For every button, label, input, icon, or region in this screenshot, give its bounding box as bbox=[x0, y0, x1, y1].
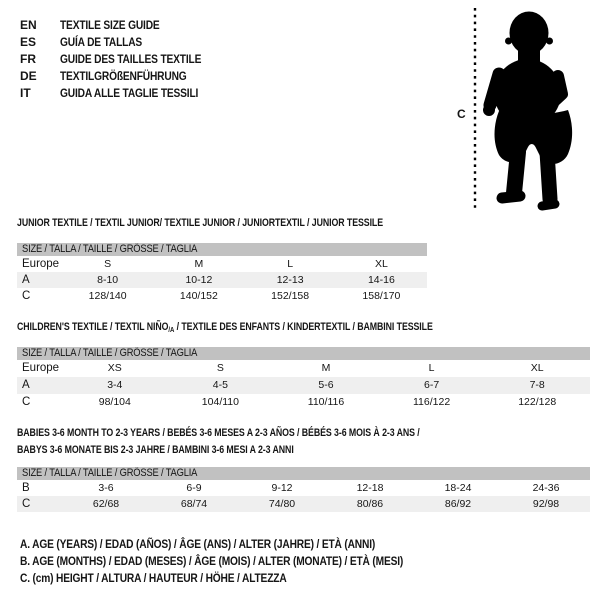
size-cell: 6-7 bbox=[424, 379, 440, 391]
junior-textile-table bbox=[17, 217, 427, 304]
language-label: GUIDE DES TAILLES TEXTILE bbox=[60, 51, 202, 66]
row-label: A bbox=[22, 274, 30, 286]
table-row-europe bbox=[17, 256, 427, 272]
row-label: C bbox=[22, 498, 31, 510]
row-label: C bbox=[22, 290, 31, 302]
babies-textile-table bbox=[17, 425, 590, 512]
table-row-height bbox=[17, 496, 590, 512]
children-textile-table bbox=[17, 321, 590, 411]
language-code: IT bbox=[20, 85, 31, 100]
footnote-c: C. (cm) HEIGHT / ALTURA / HAUTEUR / HÖHE / ALTEZZA bbox=[20, 571, 287, 585]
size-cell: 10-12 bbox=[185, 274, 213, 286]
row-label: Europe bbox=[22, 258, 60, 270]
table-row-age bbox=[17, 272, 427, 288]
language-code: DE bbox=[20, 68, 37, 83]
baby-silhouette bbox=[483, 12, 572, 207]
size-cell: 110/116 bbox=[307, 396, 345, 408]
size-cell: 62/68 bbox=[92, 498, 120, 510]
size-cell: 4-5 bbox=[212, 379, 228, 391]
size-cell: M bbox=[194, 258, 204, 270]
language-code: ES bbox=[20, 34, 37, 49]
size-cell: 116/122 bbox=[413, 396, 451, 408]
junior-table-title: JUNIOR TEXTILE / TEXTIL JUNIOR/ TEXTILE JUNIOR / JUNIORTEXTIL / JUNIOR TESSILE bbox=[17, 217, 384, 229]
language-list bbox=[20, 16, 226, 101]
footnote-b: B. AGE (MONTHS) / EDAD (MESES) / ÂGE (MOIS) / ALTER (MONATE) / ETÀ (MESI) bbox=[20, 554, 404, 568]
size-cell: 80/86 bbox=[356, 498, 384, 510]
footnotes bbox=[20, 536, 471, 587]
height-measure-label: C bbox=[457, 107, 466, 121]
babies-table-title: BABIES 3-6 MONTH TO 2-3 YEARS / BEBÉS 3-6 MESES A 2-3 AÑOS / BÉBÉS 3-6 MOIS À 2-3 ANS / BABYS 3-6 MONATE BIS 2-3 JAHRE / BAMBINI 3-6 MESI A 2-3 ANNI bbox=[17, 427, 420, 456]
language-label: GUÍA DE TALLAS bbox=[60, 34, 143, 49]
size-cell: 3-4 bbox=[107, 379, 123, 391]
size-cell: S bbox=[216, 362, 224, 374]
language-row bbox=[20, 33, 226, 50]
size-cell: 152/158 bbox=[271, 290, 310, 302]
size-header-bar: SIZE / TALLA / TAILLE / GRÖSSE / TAGLIA bbox=[17, 467, 590, 480]
size-cell: 68/74 bbox=[180, 498, 208, 510]
table-row-height bbox=[17, 288, 427, 304]
language-label: GUIDA ALLE TAGLIE TESSILI bbox=[60, 85, 199, 100]
size-cell: 98/104 bbox=[98, 396, 131, 408]
language-code: EN bbox=[20, 17, 37, 32]
size-cell: 18-24 bbox=[444, 482, 472, 494]
size-cell: 24-36 bbox=[532, 482, 560, 494]
row-label: Europe bbox=[22, 362, 60, 374]
language-row bbox=[20, 84, 226, 101]
size-header-bar: SIZE / TALLA / TAILLE / GRÖSSE / TAGLIA bbox=[17, 347, 590, 360]
size-cell: 158/170 bbox=[362, 290, 401, 302]
language-row bbox=[20, 67, 226, 84]
size-cell: S bbox=[104, 258, 112, 270]
size-cell: 6-9 bbox=[186, 482, 202, 494]
size-cell: 74/80 bbox=[268, 498, 296, 510]
table-row-age bbox=[17, 377, 590, 394]
size-cell: XL bbox=[530, 362, 544, 374]
size-header-bar: SIZE / TALLA / TAILLE / GRÖSSE / TAGLIA bbox=[17, 243, 427, 256]
size-cell: 5-6 bbox=[318, 379, 334, 391]
size-cell: 8-10 bbox=[97, 274, 119, 286]
size-cell: M bbox=[321, 362, 331, 374]
size-cell: 92/98 bbox=[532, 498, 560, 510]
table-row-months bbox=[17, 480, 590, 496]
children-table-title: CHILDREN'S TEXTILE / TEXTIL $NIÑO_{/A}$ / TEXTILE DES ENFANTS / KINDERTEXTIL / BAMBINI TESSILE bbox=[17, 321, 433, 334]
size-cell: 7-8 bbox=[529, 379, 545, 391]
row-label: B bbox=[22, 482, 30, 494]
size-cell: 86/92 bbox=[444, 498, 472, 510]
size-cell: 14-16 bbox=[367, 274, 395, 286]
language-label: TEXTILE SIZE GUIDE bbox=[60, 17, 160, 32]
language-code: FR bbox=[20, 51, 36, 66]
size-cell: 9-12 bbox=[271, 482, 293, 494]
size-cell: 140/152 bbox=[179, 290, 218, 302]
baby-silhouette-icon bbox=[468, 2, 590, 214]
size-cell: 104/110 bbox=[201, 396, 239, 408]
language-label: TEXTILGRÖßENFÜHRUNG bbox=[60, 68, 187, 83]
size-cell: 128/140 bbox=[88, 290, 127, 302]
size-cell: L bbox=[287, 258, 294, 270]
row-label: A bbox=[22, 379, 30, 391]
row-label: C bbox=[22, 396, 31, 408]
footnote-a: A. AGE (YEARS) / EDAD (AÑOS) / ÂGE (ANS) / ALTER (JAHRE) / ETÀ (ANNI) bbox=[20, 537, 376, 551]
language-row bbox=[20, 50, 226, 67]
table-row-europe bbox=[17, 360, 590, 377]
size-cell: 122/128 bbox=[518, 396, 557, 408]
size-cell: XL bbox=[374, 258, 388, 270]
table-row-height bbox=[17, 394, 590, 411]
size-cell: L bbox=[428, 362, 435, 374]
size-cell: 12-13 bbox=[276, 274, 304, 286]
size-cell: 3-6 bbox=[98, 482, 114, 494]
size-cell: XS bbox=[107, 362, 122, 374]
size-cell: 12-18 bbox=[356, 482, 384, 494]
language-row bbox=[20, 16, 226, 33]
